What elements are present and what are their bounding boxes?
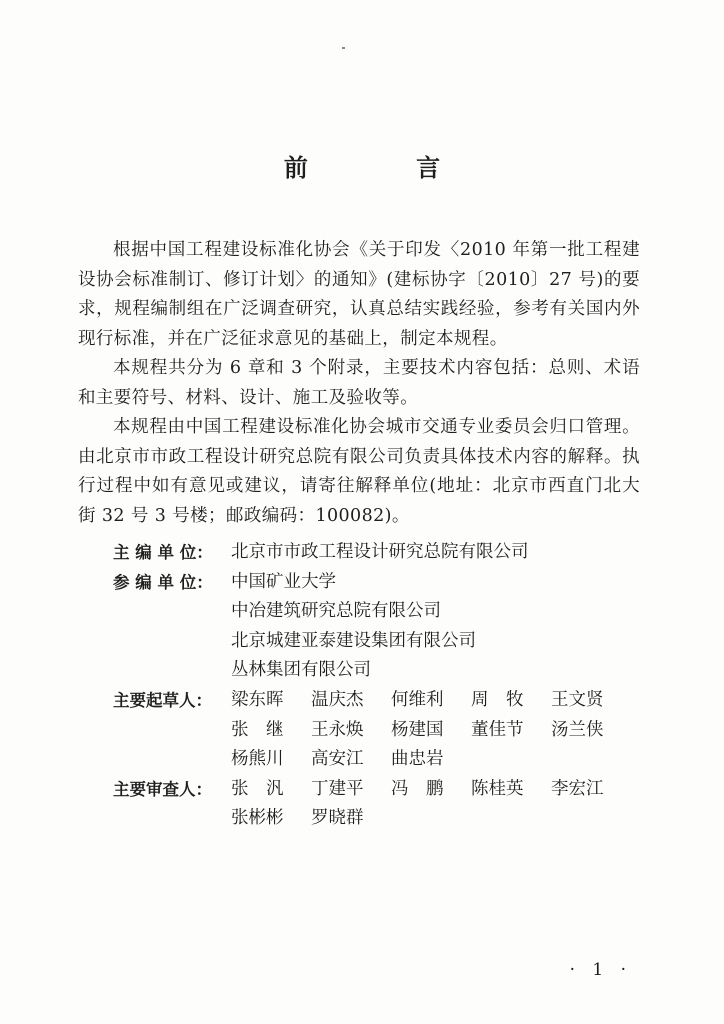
- drafter-name: 董佳节: [471, 719, 524, 740]
- participating-units-row: [113, 568, 633, 686]
- page-number: · 1 ·: [569, 960, 632, 980]
- roles-section: [113, 538, 633, 834]
- chief-unit-row: [113, 538, 633, 568]
- reviewer-name: 张彬彬: [231, 808, 284, 829]
- drafter-name: 温庆杰: [311, 689, 364, 710]
- drafters-row: [113, 686, 633, 775]
- chief-unit-value: 北京市市政工程设计研究总院有限公司: [231, 542, 529, 562]
- drafter-name: 王永焕: [311, 719, 364, 740]
- participating-unit: 北京城建亚泰建设集团有限公司: [231, 630, 476, 651]
- preface-body: [78, 236, 640, 531]
- drafter-name: 汤兰侠: [551, 719, 604, 740]
- paragraph-contents: 本规程共分为 6 章和 3 个附录，主要技术内容包括：总则、术语和主要符号、材料、设计、施工及验收等。: [78, 358, 640, 408]
- drafter-name: 高安江: [311, 749, 364, 770]
- reviewer-name: 张 汎: [231, 778, 284, 799]
- page-title: 前 言: [283, 154, 491, 182]
- drafter-name: 曲忠岩: [391, 749, 444, 770]
- scan-speck: [342, 47, 345, 49]
- participating-unit: 中冶建筑研究总院有限公司: [231, 601, 441, 622]
- paragraph-management: 本规程由中国工程建设标准化协会城市交通专业委员会归口管理。由北京市市政工程设计研究总院有限公司负责具体技术内容的解释。执行过程中如有意见或建议，请寄往解释单位(地址：北京市西直门北大街 32 号 3 号楼；邮政编码：100082)。: [78, 417, 640, 526]
- reviewers-names: [231, 775, 633, 834]
- chief-unit-label: 主 编 单 位：: [113, 543, 213, 562]
- participating-unit: 丛林集团有限公司: [231, 660, 371, 681]
- drafter-name: 王文贤: [551, 689, 604, 710]
- drafters-names: [231, 686, 633, 775]
- participating-unit: 中国矿业大学: [231, 571, 336, 592]
- drafter-name: 周 牧: [471, 689, 524, 710]
- reviewer-name: 丁建平: [311, 778, 364, 799]
- drafter-name: 张 继: [231, 719, 284, 740]
- drafter-name: 杨建国: [391, 719, 444, 740]
- drafter-name: 何维利: [391, 689, 444, 710]
- reviewers-label: 主要审查人：: [113, 779, 212, 799]
- reviewer-name: 陈桂英: [471, 778, 524, 799]
- reviewer-name: 李宏江: [551, 778, 604, 799]
- drafters-label: 主要起草人：: [113, 690, 212, 710]
- paragraph-background: 根据中国工程建设标准化协会《关于印发〈2010 年第一批工程建设协会标准制订、修订计划〉的通知》(建标协字〔2010〕27 号)的要求，规程编制组在广泛调查研究，认真总结实践经验，参考有关国内外现行标准，并在广泛征求意见的基础上，制定本规程。: [78, 240, 640, 349]
- drafter-name: 梁东晖: [231, 689, 284, 710]
- drafter-name: 杨熊川: [231, 749, 284, 770]
- participating-units-label: 参 编 单 位：: [113, 572, 213, 592]
- reviewers-row: [113, 775, 633, 834]
- reviewer-name: 冯 鹏: [391, 778, 444, 799]
- reviewer-name: 罗晓群: [311, 808, 364, 829]
